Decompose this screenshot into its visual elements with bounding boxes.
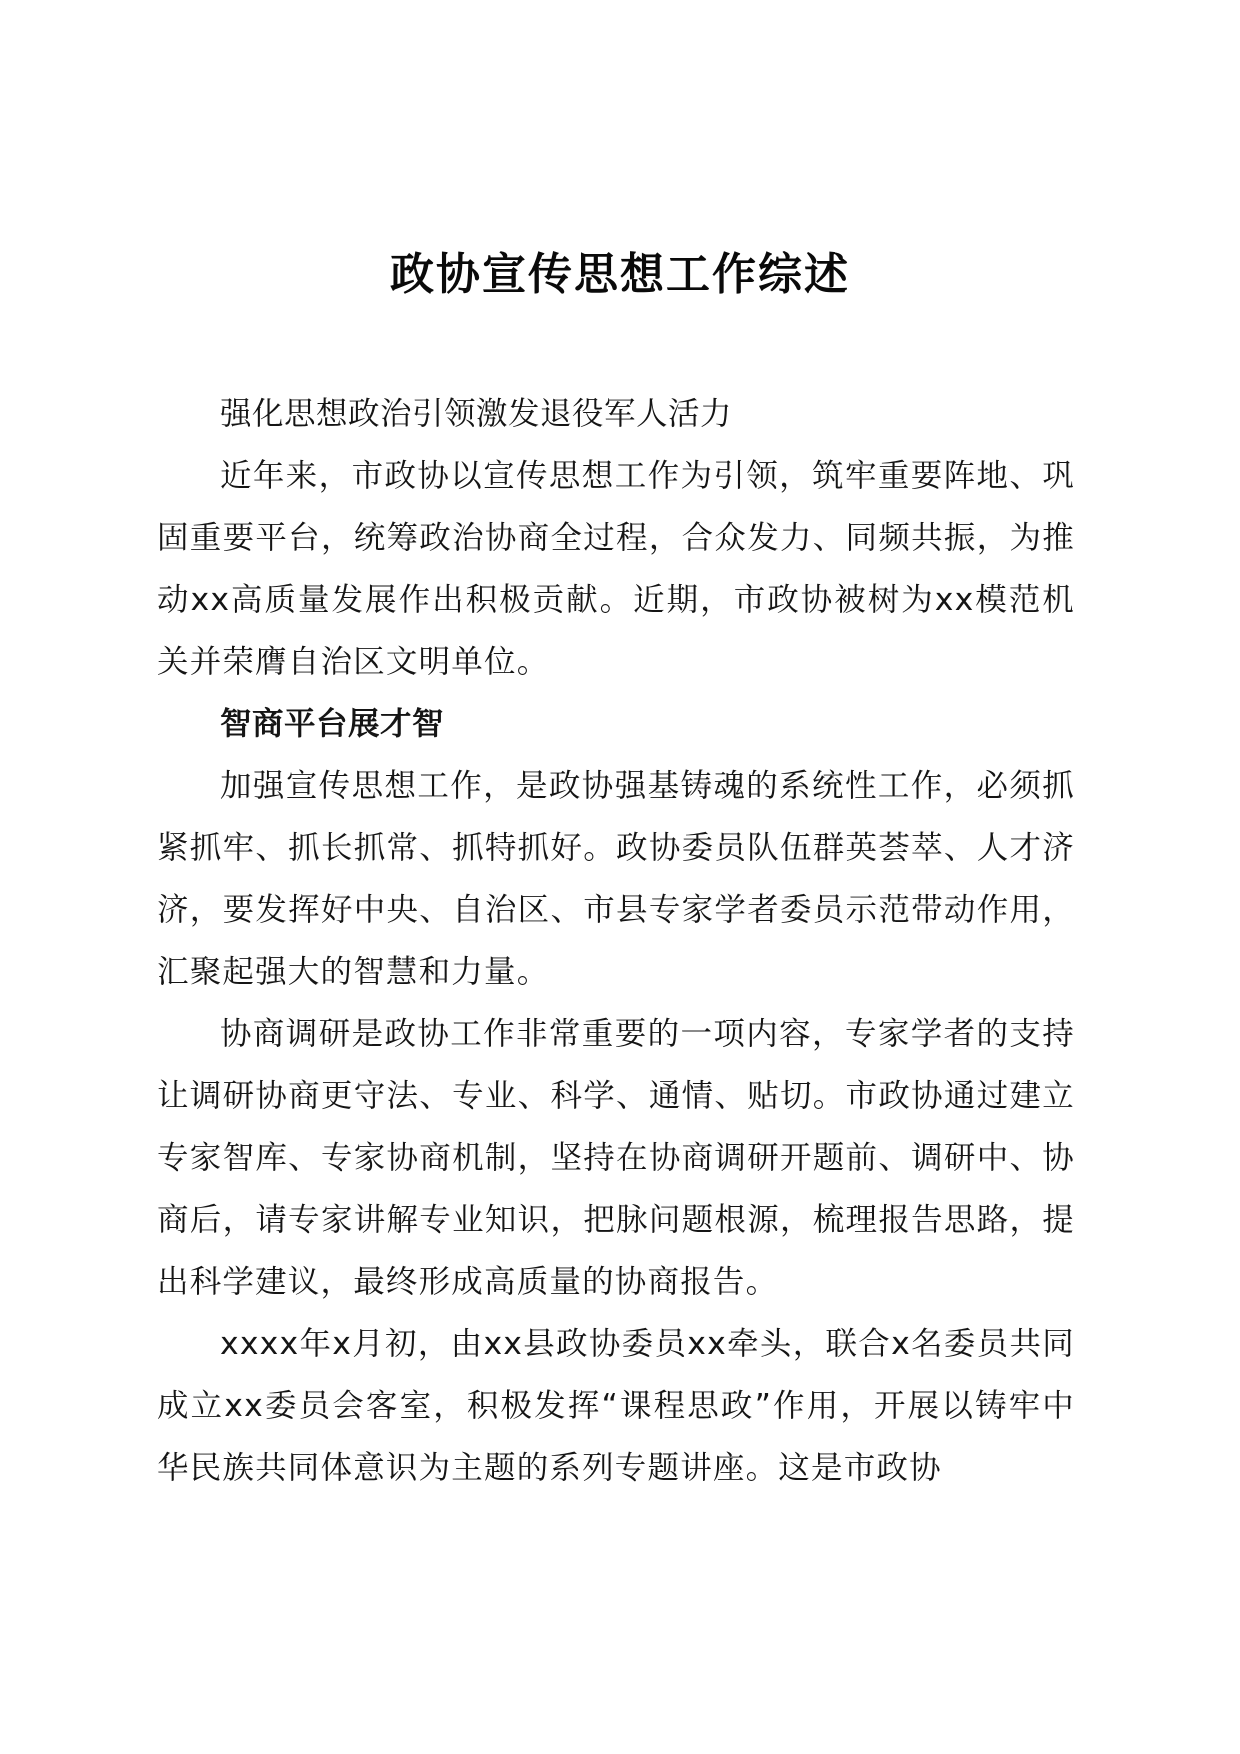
section-heading: 智商平台展才智 [220,706,445,742]
paragraph-consultation-research: 协商调研是政协工作非常重要的一项内容，专家学者的支持让调研协商更守法、专业、科学、通情、贴切。市政协通过建立专家智库、专家协商机制，坚持在协商调研开题前、调研中、协商后，请专家讲解专业知识，把脉问题根源，梳理报告思路，提出科学建议，最终形成高质量的协商报告。 [157,1016,1075,1300]
paragraph-publicity-work: 加强宣传思想工作，是政协强基铸魂的系统性工作，必须抓紧抓牢、抓长抓常、抓特抓好。政协委员队伍群英荟萃、人才济济，要发挥好中央、自治区、市县专家学者委员示范带动作用，汇聚起强大的智慧和力量。 [157,768,1075,990]
paragraph-committee-reception: xxxx年x月初，由xx县政协委员xx牵头，联合x名委员共同成立xx委员会客室，积极发挥“课程思政”作用，开展以铸牢中华民族共同体意识为主题的系列专题讲座。这是市政协 [157,1326,1075,1486]
document-title: 政协宣传思想工作综述 [390,249,850,300]
paragraph-intro: 近年来，市政协以宣传思想工作为引领，筑牢重要阵地、巩固重要平台，统筹政治协商全过程，合众发力、同频共振，为推动xx高质量发展作出积极贡献。近期，市政协被树为xx模范机关并荣膺自治区文明单位。 [157,458,1075,680]
document-subtitle: 强化思想政治引领激发退役军人活力 [220,396,733,432]
document-body [157,383,1075,1499]
